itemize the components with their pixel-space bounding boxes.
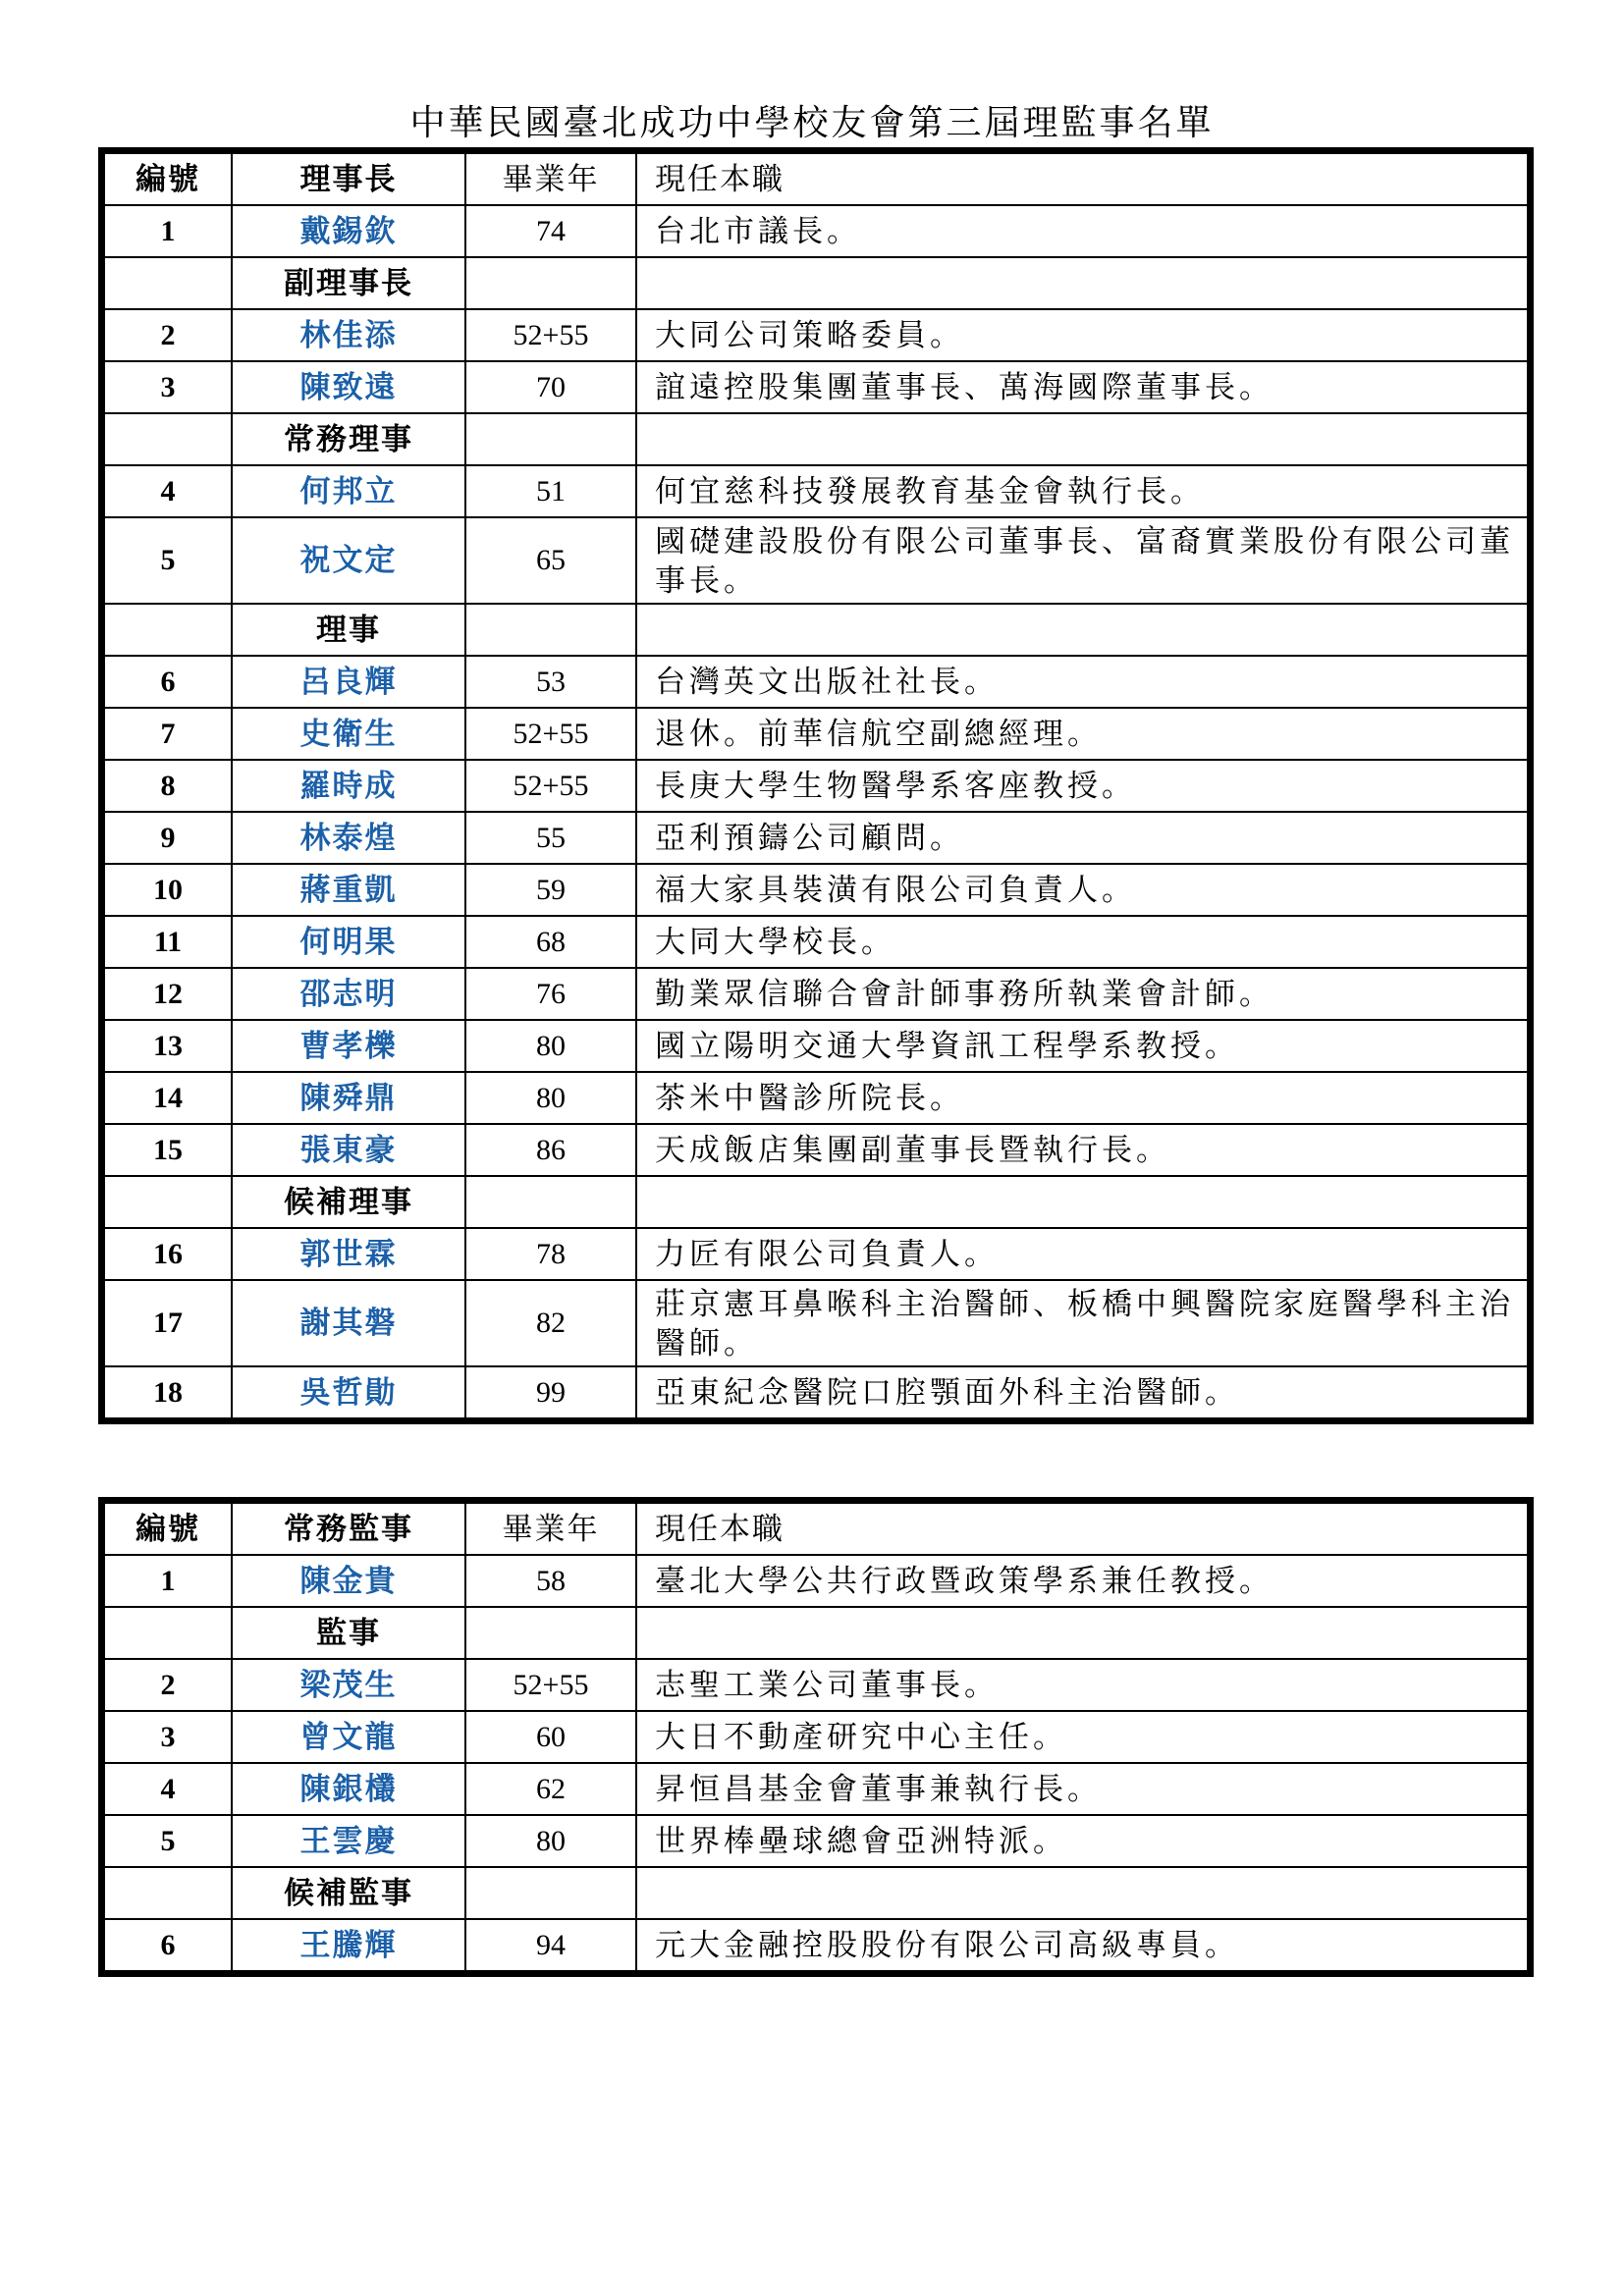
table-row [104,465,1528,517]
current-position: 莊京憲耳鼻喉科主治醫師、板橋中興醫院家庭醫學科主治醫師。 [636,1280,1528,1366]
graduation-year: 99 [465,1366,636,1418]
graduation-year: 52+55 [465,760,636,812]
table-row [104,1555,1528,1607]
member-number: 11 [104,916,232,968]
header-year: 畢業年 [465,1503,636,1555]
table-row [104,361,1528,413]
table-row [104,1711,1528,1763]
member-number: 15 [104,1124,232,1176]
header-year: 畢業年 [465,153,636,205]
member-number: 6 [104,656,232,708]
graduation-year: 74 [465,205,636,257]
table-row [104,1763,1528,1815]
member-name: 謝其磐 [232,1280,465,1366]
member-name: 林佳添 [232,309,465,361]
member-number: 9 [104,812,232,864]
page-title: 中華民國臺北成功中學校友會第三屆理監事名單 [409,103,1215,143]
empty-cell [465,1176,636,1228]
graduation-year: 52+55 [465,1659,636,1711]
section-label: 理事 [232,604,465,656]
current-position: 大同大學校長。 [636,916,1528,968]
current-position: 退休。前華信航空副總經理。 [636,708,1528,760]
member-name: 陳舜鼎 [232,1072,465,1124]
graduation-year: 59 [465,864,636,916]
member-number: 13 [104,1020,232,1072]
empty-cell [636,1867,1528,1919]
member-number: 18 [104,1366,232,1418]
header-no: 編號 [104,1503,232,1555]
table-row [104,760,1528,812]
graduation-year: 52+55 [465,708,636,760]
member-number: 5 [104,517,232,604]
current-position: 力匠有限公司負責人。 [636,1228,1528,1280]
member-name: 梁茂生 [232,1659,465,1711]
member-name: 陳金貴 [232,1555,465,1607]
empty-cell [104,1867,232,1919]
current-position: 大同公司策略委員。 [636,309,1528,361]
member-number: 2 [104,309,232,361]
member-number: 6 [104,1919,232,1971]
graduation-year: 53 [465,656,636,708]
table-row [104,708,1528,760]
current-position: 國立陽明交通大學資訊工程學系教授。 [636,1020,1528,1072]
empty-cell [465,1607,636,1659]
table-header-row [104,153,1528,205]
section-row [104,257,1528,309]
header-no: 編號 [104,153,232,205]
graduation-year: 80 [465,1072,636,1124]
current-position: 台北市議長。 [636,205,1528,257]
table-row [104,812,1528,864]
header-role: 常務監事 [232,1503,465,1555]
graduation-year: 62 [465,1763,636,1815]
member-name: 祝文定 [232,517,465,604]
current-position: 勤業眾信聯合會計師事務所執業會計師。 [636,968,1528,1020]
graduation-year: 80 [465,1020,636,1072]
current-position: 世界棒壘球總會亞洲特派。 [636,1815,1528,1867]
section-row [104,1176,1528,1228]
current-position: 國礎建設股份有限公司董事長、富裔實業股份有限公司董事長。 [636,517,1528,604]
member-number: 12 [104,968,232,1020]
member-name: 史衛生 [232,708,465,760]
member-number: 3 [104,1711,232,1763]
current-position: 元大金融控股股份有限公司高級專員。 [636,1919,1528,1971]
member-name: 郭世霖 [232,1228,465,1280]
empty-cell [465,413,636,465]
empty-cell [636,1607,1528,1659]
supervisors-table [103,1502,1529,1972]
graduation-year: 60 [465,1711,636,1763]
graduation-year: 76 [465,968,636,1020]
member-number: 1 [104,1555,232,1607]
section-row [104,413,1528,465]
header-job: 現任本職 [636,153,1528,205]
member-number: 4 [104,465,232,517]
section-label: 候補監事 [232,1867,465,1919]
graduation-year: 94 [465,1919,636,1971]
table-row [104,205,1528,257]
current-position: 大日不動產研究中心主任。 [636,1711,1528,1763]
current-position: 台灣英文出版社社長。 [636,656,1528,708]
table-row [104,1815,1528,1867]
header-job: 現任本職 [636,1503,1528,1555]
empty-cell [465,257,636,309]
current-position: 昇恒昌基金會董事兼執行長。 [636,1763,1528,1815]
section-row [104,1867,1528,1919]
empty-cell [465,604,636,656]
member-number: 2 [104,1659,232,1711]
member-name: 陳致遠 [232,361,465,413]
member-name: 曾文龍 [232,1711,465,1763]
member-name: 戴錫欽 [232,205,465,257]
member-name: 張東豪 [232,1124,465,1176]
member-name: 邵志明 [232,968,465,1020]
member-number: 14 [104,1072,232,1124]
section-row [104,604,1528,656]
empty-cell [465,1867,636,1919]
member-number: 10 [104,864,232,916]
table-row [104,1659,1528,1711]
member-number: 7 [104,708,232,760]
table-row [104,517,1528,604]
member-number: 5 [104,1815,232,1867]
empty-cell [636,257,1528,309]
empty-cell [104,257,232,309]
member-name: 陳銀欉 [232,1763,465,1815]
empty-cell [104,1607,232,1659]
header-role: 理事長 [232,153,465,205]
current-position: 志聖工業公司董事長。 [636,1659,1528,1711]
current-position: 誼遠控股集團董事長、萬海國際董事長。 [636,361,1528,413]
member-name: 吳哲勛 [232,1366,465,1418]
directors-table-frame [98,147,1534,1424]
table-row [104,916,1528,968]
graduation-year: 86 [465,1124,636,1176]
member-name: 王騰輝 [232,1919,465,1971]
member-name: 呂良輝 [232,656,465,708]
table-header-row [104,1503,1528,1555]
member-number: 4 [104,1763,232,1815]
member-name: 林泰煌 [232,812,465,864]
table-row [104,1020,1528,1072]
graduation-year: 80 [465,1815,636,1867]
graduation-year: 78 [465,1228,636,1280]
member-name: 蔣重凱 [232,864,465,916]
graduation-year: 65 [465,517,636,604]
empty-cell [636,1176,1528,1228]
member-number: 8 [104,760,232,812]
table-row [104,1228,1528,1280]
empty-cell [104,604,232,656]
graduation-year: 55 [465,812,636,864]
current-position: 福大家具裝潢有限公司負責人。 [636,864,1528,916]
table-row [104,864,1528,916]
current-position: 茶米中醫診所院長。 [636,1072,1528,1124]
member-number: 17 [104,1280,232,1366]
empty-cell [636,413,1528,465]
graduation-year: 52+55 [465,309,636,361]
table-row [104,309,1528,361]
section-label: 副理事長 [232,257,465,309]
current-position: 天成飯店集團副董事長暨執行長。 [636,1124,1528,1176]
section-label: 常務理事 [232,413,465,465]
section-label: 監事 [232,1607,465,1659]
member-name: 羅時成 [232,760,465,812]
empty-cell [636,604,1528,656]
empty-cell [104,413,232,465]
graduation-year: 68 [465,916,636,968]
table-row [104,1919,1528,1971]
empty-cell [104,1176,232,1228]
member-number: 1 [104,205,232,257]
current-position: 臺北大學公共行政暨政策學系兼任教授。 [636,1555,1528,1607]
member-name: 曹孝櫟 [232,1020,465,1072]
current-position: 何宜慈科技發展教育基金會執行長。 [636,465,1528,517]
table-row [104,1280,1528,1366]
section-row [104,1607,1528,1659]
section-label: 候補理事 [232,1176,465,1228]
graduation-year: 51 [465,465,636,517]
directors-table [103,152,1529,1419]
member-number: 16 [104,1228,232,1280]
member-name: 何邦立 [232,465,465,517]
member-name: 何明果 [232,916,465,968]
supervisors-table-frame [98,1497,1534,1977]
current-position: 長庚大學生物醫學系客座教授。 [636,760,1528,812]
table-row [104,968,1528,1020]
table-row [104,1124,1528,1176]
graduation-year: 70 [465,361,636,413]
graduation-year: 82 [465,1280,636,1366]
table-row [104,1072,1528,1124]
table-row [104,656,1528,708]
current-position: 亞利預鑄公司顧問。 [636,812,1528,864]
member-number: 3 [104,361,232,413]
graduation-year: 58 [465,1555,636,1607]
table-row [104,1366,1528,1418]
member-name: 王雲慶 [232,1815,465,1867]
current-position: 亞東紀念醫院口腔顎面外科主治醫師。 [636,1366,1528,1418]
